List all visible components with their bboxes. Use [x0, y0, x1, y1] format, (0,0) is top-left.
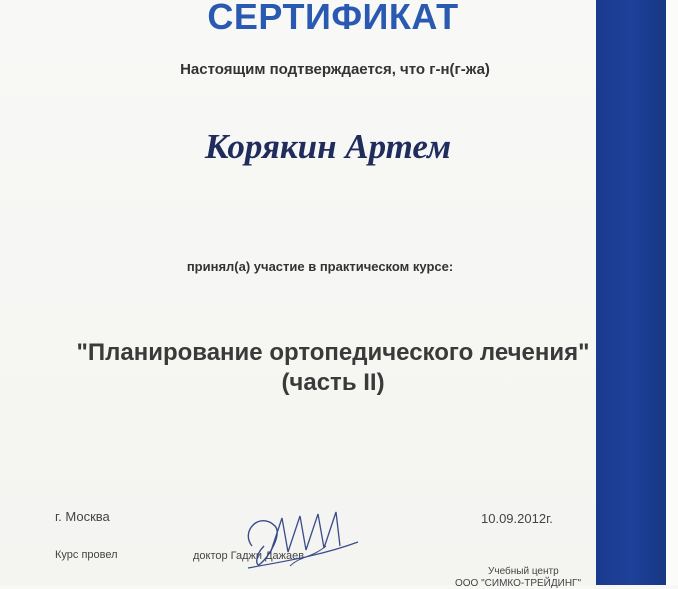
participation-text: принял(а) участие в практическом курсе: [186, 259, 454, 274]
page-edge [666, 0, 678, 585]
course-title-line1: "Планирование ортопедического лечения" [76, 339, 590, 366]
course-title-line2: (часть II) [281, 369, 385, 396]
training-center-label: Учебный центр [488, 566, 559, 577]
signature-image [230, 506, 370, 574]
issue-date: 10.09.2012г. [481, 511, 553, 526]
confirmation-text: Настоящим подтверждается, что г-н(г-жа) [180, 61, 490, 78]
training-center-name: ООО "СИМКО-ТРЕЙДИНГ" [455, 578, 582, 589]
decorative-blue-band [596, 0, 666, 585]
conducted-by-label: Курс провел [55, 549, 118, 561]
recipient-name: Корякин Артем [204, 127, 452, 166]
certificate-title: СЕРТИФИКАТ [207, 0, 459, 37]
instructor-name: доктор Гаджи Дажаев [193, 550, 305, 562]
course-title [0, 338, 666, 398]
city-label: г. Москва [55, 509, 110, 524]
